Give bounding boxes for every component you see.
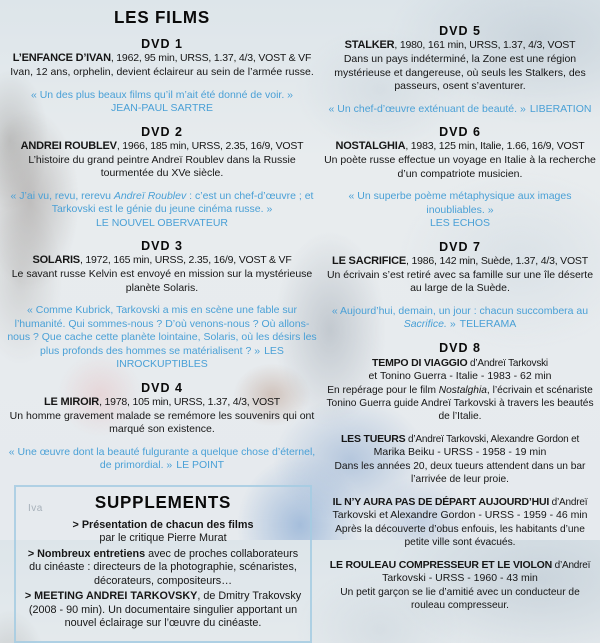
- supplement-item: [22, 519, 304, 546]
- quote-italic: Andreï Roublev: [113, 189, 187, 202]
- quote-text: « Aujourd’hui, demain, un jour : chacun succombera au: [331, 304, 589, 317]
- film-synopsis: Un homme gravement malade se remémore les souvenirs qui ont marqué son existence.: [9, 409, 315, 435]
- supplement-text: par le critique Pierre Murat: [99, 532, 227, 544]
- quote-text: « Un chef-d’œuvre exténuant de beauté. »: [328, 102, 526, 115]
- film-title-line: [324, 255, 596, 268]
- film-synopsis: Un poète russe effectue un voyage en Italie à la recherche d’un compatriote musicien.: [324, 154, 596, 180]
- short-title: LES TUEURS: [340, 432, 406, 445]
- film-title-line: [324, 39, 596, 52]
- short-title-line: [324, 496, 596, 509]
- quote-source: LES INROCKUPTIBLES: [116, 344, 284, 370]
- film-title: ANDREI ROUBLEV: [20, 139, 117, 152]
- dvd6-header: DVD 6: [439, 124, 481, 140]
- quote-source: LIBERATION: [529, 102, 592, 115]
- film-block-dvd2: [4, 125, 320, 231]
- quote-text: « Comme Kubrick, Tarkovski a mis en scène une fable sur l’humanité. Qui sommes-nous ? D’où venons-nous ? Où allons-nous ? Que cache cette planète lointaine, Solaris, où les désirs les plus profonds des hommes se matérialisent ? »: [7, 304, 317, 357]
- short-synopsis: [324, 384, 596, 423]
- quote-italic: Sacrifice.: [403, 318, 447, 330]
- film-title: LE SACRIFICE: [332, 254, 407, 267]
- film-quote: [4, 304, 320, 372]
- quote-text: « Un des plus beaux films qu’il m’ait été donné de voir. »: [30, 88, 294, 101]
- short-synopsis: Après la découverte d’obus enfouis, les habitants d’une petite ville sont évacués.: [335, 523, 585, 548]
- supplement-title: > Présentation de chacun des films: [72, 518, 254, 531]
- short-film-il-ny-aura-pas-de-depart: [324, 496, 596, 549]
- film-title-line: [324, 140, 596, 153]
- film-block-dvd5: [324, 24, 596, 116]
- supplement-item: [22, 548, 304, 589]
- quote-text: « J’ai vu, revu, rerevu: [10, 189, 114, 202]
- film-title-line: [4, 254, 320, 267]
- synopsis-italic: Nostalghia: [438, 384, 487, 396]
- film-synopsis: Ivan, 12 ans, orphelin, devient éclaireur au sein de l’armée russe.: [10, 66, 314, 78]
- supplements-header: SUPPLEMENTS: [94, 492, 232, 512]
- film-title: SOLARIS: [32, 254, 80, 266]
- short-credits: d’Andreï: [549, 496, 588, 508]
- quote-text: : c’est un chef-d’œuvre ; et Tarkovski est le génie du jeune cinéma russe. »: [51, 189, 314, 215]
- dvd5-header: DVD 5: [439, 23, 481, 39]
- film-quote: [324, 305, 596, 332]
- short-synopsis: Un petit garçon se lie d’amitié avec un conducteur de rouleau compresseur.: [340, 586, 580, 611]
- film-quote: [4, 446, 320, 473]
- dvd2-header: DVD 2: [141, 124, 183, 139]
- film-quote: [324, 190, 596, 231]
- quote-text: « Une œuvre dont la beauté fulgurante a quelque chose d’éternel, de primordial. »: [8, 445, 316, 471]
- film-title-line: [4, 396, 320, 409]
- quote-source: TELERAMA: [459, 318, 517, 330]
- supplement-title: > MEETING ANDREI TARKOVSKY: [24, 590, 198, 602]
- quote-text: « Un superbe poème métaphysique aux images inoubliables. »: [348, 190, 572, 216]
- quote-source: LE POINT: [176, 459, 225, 471]
- dvd1-header: DVD 1: [141, 36, 183, 52]
- short-title-line: [324, 357, 596, 370]
- supplement-title: > Nombreux entretiens: [27, 547, 146, 560]
- short-film-les-tueurs: [324, 433, 596, 486]
- short-title-line: [324, 559, 596, 572]
- film-title: STALKER: [344, 39, 395, 51]
- dvd3-header: DVD 3: [141, 238, 183, 254]
- film-title-line: [4, 140, 320, 153]
- synopsis-text: En repérage pour le film: [327, 384, 439, 396]
- short-credits-line2: Tarkovski - URSS - 1960 - 43 min: [382, 571, 538, 584]
- film-quote: [4, 190, 320, 231]
- film-meta: , 1972, 165 min, URSS, 2.35, 16/9, VOST & VF: [79, 254, 292, 266]
- supplement-item: [22, 590, 304, 631]
- film-block-dvd1: [4, 37, 320, 116]
- short-credits: d’Andreï: [552, 559, 591, 571]
- film-block-dvd6: [324, 125, 596, 231]
- film-title: NOSTALGHIA: [335, 140, 406, 152]
- film-block-dvd4: [4, 381, 320, 473]
- short-film-tempo-di-viaggio: [324, 357, 596, 423]
- quote-source: JEAN-PAUL SARTRE: [111, 102, 213, 114]
- short-title: LE ROULEAU COMPRESSEUR ET LE VIOLON: [329, 558, 553, 571]
- short-credits: d’Andreï Tarkovski, Alexandre Gordon et: [405, 433, 580, 445]
- film-title: L’ENFANCE D’IVAN: [12, 52, 111, 64]
- films-header: LES FILMS: [114, 7, 210, 28]
- film-block-dvd7: [324, 240, 596, 332]
- films-column-right: [322, 0, 600, 611]
- film-quote: [324, 103, 596, 117]
- quote-source: LES ECHOS: [429, 217, 491, 229]
- short-title: IL N’Y AURA PAS DE DÉPART AUJOURD’HUI: [332, 495, 550, 508]
- short-synopsis: Dans les années 20, deux tueurs attendent dans un bar l’arrivée de leur proie.: [334, 460, 586, 485]
- film-synopsis: Dans un pays indéterminé, la Zone est une région mystérieuse et dangereuse, où seuls les Stalkers, des passeurs, osent s’aventurer.: [334, 53, 586, 92]
- quote-source: LE NOUVEL OBERVATEUR: [95, 216, 229, 229]
- film-synopsis: L’histoire du grand peintre Andreï Roublev dans la Russie tourmentée du XVe siècle.: [28, 153, 296, 179]
- dvd8-header: DVD 8: [439, 340, 481, 355]
- short-title-line: [324, 433, 596, 446]
- supplement-text: , de Dmitry Trakovsky (2008 - 90 min). Un documentaire singulier apportant un nouvel éclairage sur l’œuvre du cinéaste.: [28, 590, 302, 629]
- short-credits-line2: Tarkovski et Alexandre Gordon - URSS - 1959 - 46 min: [332, 508, 588, 521]
- short-credits: d’Andreï Tarkovski: [467, 357, 548, 369]
- film-meta: , 1966, 185 min, URSS, 2.35, 16/9, VOST: [116, 139, 304, 152]
- film-meta: , 1986, 142 min, Suède, 1.37, 4/3, VOST: [406, 254, 588, 267]
- supplement-text: avec de proches collaborateurs du cinéaste : directeurs de la photographie, scénaristes, décorateurs, compositeurs…: [29, 547, 299, 587]
- film-block-dvd3: [4, 239, 320, 372]
- film-title-line: [4, 52, 320, 65]
- dvd4-header: DVD 4: [141, 380, 183, 395]
- background-watermark: Iva: [28, 503, 43, 514]
- film-synopsis: Le savant russe Kelvin est envoyé en mission sur la mystérieuse planète Solaris.: [11, 268, 313, 294]
- film-meta: , 1983, 125 min, Italie, 1.66, 16/9, VOST: [405, 140, 585, 152]
- film-title: LE MIROIR: [44, 395, 100, 408]
- film-meta: , 1962, 95 min, URSS, 1.37, 4/3, VOST & VF: [110, 52, 312, 64]
- short-credits-line2: et Tonino Guerra - Italie - 1983 - 62 min: [368, 369, 552, 382]
- quote-text: »: [446, 318, 456, 330]
- dvd7-header: DVD 7: [439, 239, 481, 254]
- short-film-le-rouleau-compresseur: [324, 559, 596, 612]
- short-title: TEMPO DI VIAGGIO: [372, 356, 468, 369]
- film-meta: , 1978, 105 min, URSS, 1.37, 4/3, VOST: [99, 395, 280, 408]
- film-synopsis: Un écrivain s’est retiré avec sa famille sur une île déserte au large de la Suède.: [326, 268, 594, 294]
- synopsis-text: , l’écrivain et scénariste Tonino Guerra guide Andreï Tarkovski à travers les beautés de l’Italie.: [326, 384, 594, 422]
- film-quote: [4, 89, 320, 116]
- supplements-box: [14, 485, 312, 643]
- film-block-dvd8: [324, 341, 596, 612]
- film-meta: , 1980, 161 min, URSS, 1.37, 4/3, VOST: [394, 39, 576, 51]
- short-credits-line2: Marika Beiku - URSS - 1958 - 19 min: [373, 445, 547, 458]
